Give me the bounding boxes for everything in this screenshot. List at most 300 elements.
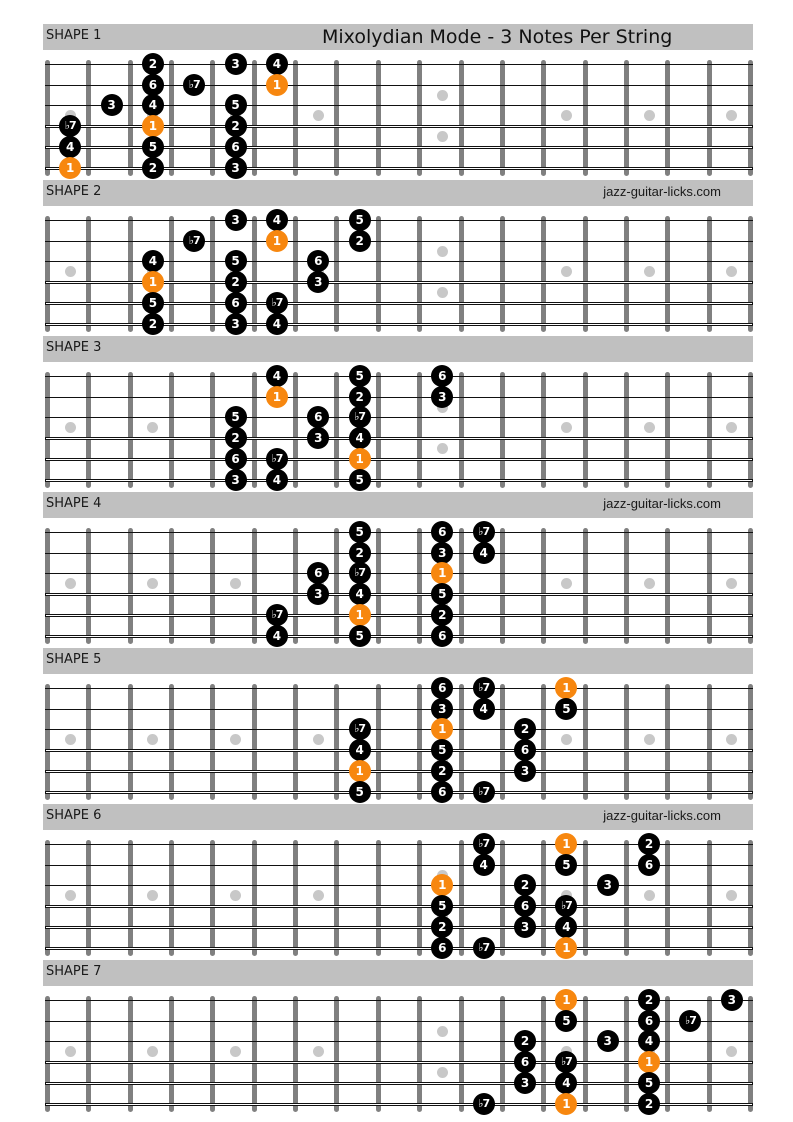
string-5: [45, 458, 753, 461]
note-marker: 3: [514, 760, 536, 782]
note-marker: ♭7: [473, 521, 495, 543]
fret-bar: [624, 528, 629, 644]
shape-label: SHAPE 3: [46, 340, 102, 355]
fret-bar: [665, 840, 670, 956]
note-marker: ♭7: [59, 115, 81, 137]
inlay-dot-icon: [147, 734, 158, 745]
inlay-dot-icon: [561, 110, 572, 121]
note-marker: 4: [266, 469, 288, 491]
fret-bar: [376, 372, 381, 488]
inlay-dot-icon: [313, 890, 324, 901]
note-marker: 2: [225, 115, 247, 137]
fret-bar: [334, 684, 339, 800]
fret-bar: [252, 216, 257, 332]
inlay-dot-icon: [561, 578, 572, 589]
inlay-dot-icon: [644, 890, 655, 901]
note-marker: 3: [225, 53, 247, 75]
shape-label: SHAPE 4: [46, 496, 102, 511]
note-marker: 4: [473, 854, 495, 876]
note-marker: 2: [142, 157, 164, 179]
inlay-dot-icon: [230, 734, 241, 745]
fret-bar: [459, 60, 464, 176]
note-marker: 6: [307, 562, 329, 584]
note-marker: 3: [307, 271, 329, 293]
inlay-dot-icon: [65, 890, 76, 901]
string-5: [45, 926, 753, 929]
inlay-dot-icon: [313, 110, 324, 121]
fret-bar: [500, 528, 505, 644]
inlay-dot-icon: [644, 578, 655, 589]
inlay-dot-icon: [437, 246, 448, 257]
note-marker: 3: [514, 916, 536, 938]
note-marker: 6: [514, 1051, 536, 1073]
note-marker: ♭7: [349, 718, 371, 740]
fretboard: [0, 57, 793, 180]
inlay-dot-icon: [644, 266, 655, 277]
note-marker: ♭7: [473, 833, 495, 855]
fret-bar: [376, 528, 381, 644]
fret-bar: [748, 684, 753, 800]
string-4: [45, 593, 753, 596]
root-note-marker: 1: [349, 760, 371, 782]
fret-bar: [210, 372, 215, 488]
fret-bar: [252, 60, 257, 176]
note-marker: 6: [514, 895, 536, 917]
note-marker: 4: [473, 698, 495, 720]
note-marker: 6: [431, 937, 453, 959]
inlay-dot-icon: [437, 443, 448, 454]
page-title: Mixolydian Mode - 3 Notes Per String: [322, 26, 673, 48]
fret-bar: [334, 372, 339, 488]
shape-label: SHAPE 1: [46, 28, 102, 43]
note-marker: 5: [638, 1072, 660, 1094]
inlay-dot-icon: [644, 734, 655, 745]
string-2: [45, 241, 753, 242]
fret-bar: [541, 216, 546, 332]
fret-bar: [417, 996, 422, 1112]
shape-diagram-5: [0, 648, 793, 804]
note-marker: ♭7: [266, 448, 288, 470]
fret-bar: [500, 216, 505, 332]
root-note-marker: 1: [431, 718, 453, 740]
fret-bar: [665, 528, 670, 644]
inlay-dot-icon: [726, 1046, 737, 1057]
note-marker: 2: [349, 542, 371, 564]
fret-bar: [624, 372, 629, 488]
shape-header-bar: [43, 492, 753, 518]
fret-bar: [707, 684, 712, 800]
inlay-dot-icon: [561, 734, 572, 745]
fret-bar: [210, 60, 215, 176]
fret-bar: [665, 60, 670, 176]
root-note-marker: 1: [59, 157, 81, 179]
string-6: [45, 635, 753, 638]
root-note-marker: 1: [555, 677, 577, 699]
note-marker: 5: [225, 250, 247, 272]
note-marker: ♭7: [473, 677, 495, 699]
string-6: [45, 791, 753, 794]
note-marker: 2: [638, 833, 660, 855]
inlay-dot-icon: [726, 266, 737, 277]
site-watermark: jazz-guitar-licks.com: [603, 496, 721, 511]
fret-bar: [748, 60, 753, 176]
fret-bar: [624, 684, 629, 800]
string-1: [45, 220, 753, 221]
note-marker: 5: [142, 136, 164, 158]
fret-bar: [293, 372, 298, 488]
fret-bar: [334, 996, 339, 1112]
shape-header-bar: [43, 648, 753, 674]
note-marker: 3: [225, 209, 247, 231]
fret-bar: [376, 996, 381, 1112]
string-3: [45, 729, 753, 730]
string-3: [45, 573, 753, 574]
fret-bar: [45, 60, 50, 176]
fret-bar: [541, 372, 546, 488]
fret-bar: [128, 684, 133, 800]
root-note-marker: 1: [142, 115, 164, 137]
fret-bar: [459, 996, 464, 1112]
root-note-marker: 1: [349, 604, 371, 626]
fret-bar: [748, 372, 753, 488]
shape-header-bar: [43, 24, 753, 50]
fret-bar: [541, 60, 546, 176]
fret-bar: [45, 996, 50, 1112]
inlay-dot-icon: [726, 110, 737, 121]
fret-bar: [417, 216, 422, 332]
note-marker: 6: [225, 136, 247, 158]
fret-bar: [86, 996, 91, 1112]
string-3: [45, 885, 753, 886]
fret-bar: [45, 372, 50, 488]
note-marker: 3: [597, 1030, 619, 1052]
note-marker: ♭7: [555, 895, 577, 917]
note-marker: 6: [142, 74, 164, 96]
inlay-dot-icon: [644, 422, 655, 433]
fret-bar: [86, 840, 91, 956]
note-marker: 2: [638, 989, 660, 1011]
inlay-dot-icon: [437, 131, 448, 142]
note-marker: ♭7: [473, 781, 495, 803]
fret-bar: [707, 996, 712, 1112]
string-6: [45, 479, 753, 482]
fret-bar: [128, 528, 133, 644]
site-watermark: jazz-guitar-licks.com: [603, 184, 721, 199]
fret-bar: [376, 216, 381, 332]
note-marker: 2: [225, 271, 247, 293]
fret-bar: [624, 840, 629, 956]
fret-bar: [334, 528, 339, 644]
shape-diagram-7: [0, 960, 793, 1116]
note-marker: 5: [349, 781, 371, 803]
fret-bar: [334, 60, 339, 176]
note-marker: 2: [349, 386, 371, 408]
fret-bar: [748, 528, 753, 644]
inlay-dot-icon: [147, 578, 158, 589]
string-2: [45, 553, 753, 554]
note-marker: ♭7: [266, 604, 288, 626]
note-marker: ♭7: [349, 562, 371, 584]
string-4: [45, 905, 753, 908]
shape-diagram-1: [0, 24, 793, 180]
root-note-marker: 1: [142, 271, 164, 293]
note-marker: 4: [555, 1072, 577, 1094]
note-marker: 6: [431, 625, 453, 647]
note-marker: 2: [225, 427, 247, 449]
inlay-dot-icon: [437, 90, 448, 101]
fret-bar: [500, 840, 505, 956]
note-marker: 3: [431, 698, 453, 720]
note-marker: 5: [349, 521, 371, 543]
inlay-dot-icon: [65, 422, 76, 433]
fret-bar: [86, 684, 91, 800]
note-marker: 2: [514, 718, 536, 740]
string-2: [45, 709, 753, 710]
string-2: [45, 397, 753, 398]
shape-label: SHAPE 5: [46, 652, 102, 667]
note-marker: 4: [142, 94, 164, 116]
string-5: [45, 614, 753, 617]
fret-bar: [583, 684, 588, 800]
fret-bar: [252, 996, 257, 1112]
shape-diagram-2: [0, 180, 793, 336]
fret-bar: [417, 684, 422, 800]
note-marker: 4: [473, 542, 495, 564]
fret-bar: [665, 372, 670, 488]
fret-bar: [748, 840, 753, 956]
fret-bar: [45, 528, 50, 644]
inlay-dot-icon: [230, 1046, 241, 1057]
fret-bar: [128, 372, 133, 488]
note-marker: 5: [349, 625, 371, 647]
fret-bar: [210, 840, 215, 956]
note-marker: 3: [514, 1072, 536, 1094]
fret-bar: [707, 528, 712, 644]
fret-bar: [86, 216, 91, 332]
shape-diagram-3: [0, 336, 793, 492]
inlay-dot-icon: [437, 287, 448, 298]
fretboard: [0, 993, 793, 1116]
fret-bar: [86, 528, 91, 644]
fret-bar: [376, 840, 381, 956]
fret-bar: [293, 996, 298, 1112]
fret-bar: [252, 684, 257, 800]
inlay-dot-icon: [65, 1046, 76, 1057]
fret-bar: [417, 528, 422, 644]
inlay-dot-icon: [313, 1046, 324, 1057]
fret-bar: [707, 60, 712, 176]
note-marker: 2: [142, 313, 164, 335]
note-marker: 6: [431, 365, 453, 387]
note-marker: 5: [349, 469, 371, 491]
fret-bar: [707, 216, 712, 332]
fret-bar: [169, 60, 174, 176]
note-marker: 3: [225, 157, 247, 179]
fret-bar: [252, 372, 257, 488]
inlay-dot-icon: [437, 1067, 448, 1078]
inlay-dot-icon: [726, 734, 737, 745]
fret-bar: [45, 216, 50, 332]
fret-bar: [169, 996, 174, 1112]
fret-bar: [459, 372, 464, 488]
note-marker: 4: [349, 427, 371, 449]
note-marker: 4: [638, 1030, 660, 1052]
note-marker: 6: [638, 1010, 660, 1032]
fret-bar: [128, 60, 133, 176]
fret-bar: [459, 528, 464, 644]
fretboard: [0, 837, 793, 960]
fret-bar: [748, 216, 753, 332]
note-marker: ♭7: [349, 406, 371, 428]
note-marker: 6: [307, 406, 329, 428]
fret-bar: [210, 684, 215, 800]
fret-bar: [417, 60, 422, 176]
fret-bar: [707, 840, 712, 956]
fret-bar: [417, 840, 422, 956]
note-marker: 3: [101, 94, 123, 116]
fret-bar: [45, 684, 50, 800]
fret-bar: [624, 216, 629, 332]
inlay-dot-icon: [230, 578, 241, 589]
root-note-marker: 1: [555, 989, 577, 1011]
note-marker: 3: [225, 313, 247, 335]
inlay-dot-icon: [313, 734, 324, 745]
note-marker: 4: [349, 739, 371, 761]
inlay-dot-icon: [644, 110, 655, 121]
string-1: [45, 532, 753, 533]
note-marker: ♭7: [555, 1051, 577, 1073]
fret-bar: [459, 840, 464, 956]
fret-bar: [376, 684, 381, 800]
string-5: [45, 770, 753, 773]
fret-bar: [376, 60, 381, 176]
fret-bar: [541, 996, 546, 1112]
inlay-dot-icon: [437, 1026, 448, 1037]
note-marker: 5: [349, 365, 371, 387]
fret-bar: [500, 684, 505, 800]
fret-bar: [583, 216, 588, 332]
root-note-marker: 1: [555, 937, 577, 959]
root-note-marker: 1: [555, 833, 577, 855]
fret-bar: [86, 372, 91, 488]
inlay-dot-icon: [726, 422, 737, 433]
inlay-dot-icon: [65, 734, 76, 745]
string-4: [45, 437, 753, 440]
note-marker: 4: [266, 365, 288, 387]
inlay-dot-icon: [65, 266, 76, 277]
fret-bar: [459, 216, 464, 332]
root-note-marker: 1: [266, 230, 288, 252]
note-marker: 5: [225, 406, 247, 428]
fret-bar: [293, 528, 298, 644]
string-1: [45, 688, 753, 689]
fret-bar: [665, 684, 670, 800]
shape-header-bar: [43, 960, 753, 986]
note-marker: 4: [266, 209, 288, 231]
note-marker: 6: [225, 448, 247, 470]
fret-bar: [583, 840, 588, 956]
inlay-dot-icon: [230, 890, 241, 901]
fret-bar: [665, 996, 670, 1112]
fret-bar: [500, 996, 505, 1112]
fret-bar: [334, 840, 339, 956]
fret-bar: [541, 528, 546, 644]
fret-bar: [583, 372, 588, 488]
note-marker: 6: [225, 292, 247, 314]
note-marker: 5: [555, 698, 577, 720]
note-marker: 3: [721, 989, 743, 1011]
fret-bar: [334, 216, 339, 332]
fret-bar: [748, 996, 753, 1112]
fretboard: [0, 369, 793, 492]
note-marker: 3: [431, 386, 453, 408]
fret-bar: [128, 216, 133, 332]
note-marker: 5: [555, 854, 577, 876]
fret-bar: [459, 684, 464, 800]
shape-header-bar: [43, 180, 753, 206]
shape-diagram-6: [0, 804, 793, 960]
note-marker: 2: [349, 230, 371, 252]
note-marker: 5: [431, 583, 453, 605]
fret-bar: [86, 60, 91, 176]
fret-bar: [624, 996, 629, 1112]
note-marker: 4: [266, 313, 288, 335]
note-marker: 2: [514, 874, 536, 896]
root-note-marker: 1: [266, 74, 288, 96]
fret-bar: [293, 840, 298, 956]
string-4: [45, 749, 753, 752]
note-marker: 5: [225, 94, 247, 116]
inlay-dot-icon: [726, 578, 737, 589]
note-marker: 4: [59, 136, 81, 158]
fret-bar: [500, 372, 505, 488]
note-marker: 5: [142, 292, 164, 314]
shape-header-bar: [43, 804, 753, 830]
fret-bar: [210, 216, 215, 332]
string-3: [45, 417, 753, 418]
fretboard: [0, 213, 793, 336]
fret-bar: [500, 60, 505, 176]
fretboard: [0, 525, 793, 648]
note-marker: 4: [555, 916, 577, 938]
fret-bar: [169, 684, 174, 800]
fret-bar: [169, 372, 174, 488]
note-marker: 6: [431, 677, 453, 699]
fret-bar: [293, 684, 298, 800]
root-note-marker: 1: [431, 874, 453, 896]
note-marker: 3: [225, 469, 247, 491]
note-marker: 2: [514, 1030, 536, 1052]
inlay-dot-icon: [65, 578, 76, 589]
fret-bar: [45, 840, 50, 956]
note-marker: 5: [349, 209, 371, 231]
note-marker: 3: [307, 427, 329, 449]
fret-bar: [252, 840, 257, 956]
inlay-dot-icon: [147, 422, 158, 433]
root-note-marker: 1: [266, 386, 288, 408]
string-6: [45, 947, 753, 950]
fret-bar: [128, 840, 133, 956]
note-marker: 2: [431, 916, 453, 938]
inlay-dot-icon: [726, 890, 737, 901]
fret-bar: [128, 996, 133, 1112]
note-marker: 5: [555, 1010, 577, 1032]
note-marker: 4: [142, 250, 164, 272]
fret-bar: [541, 840, 546, 956]
root-note-marker: 1: [555, 1093, 577, 1115]
root-note-marker: 1: [431, 562, 453, 584]
root-note-marker: 1: [349, 448, 371, 470]
